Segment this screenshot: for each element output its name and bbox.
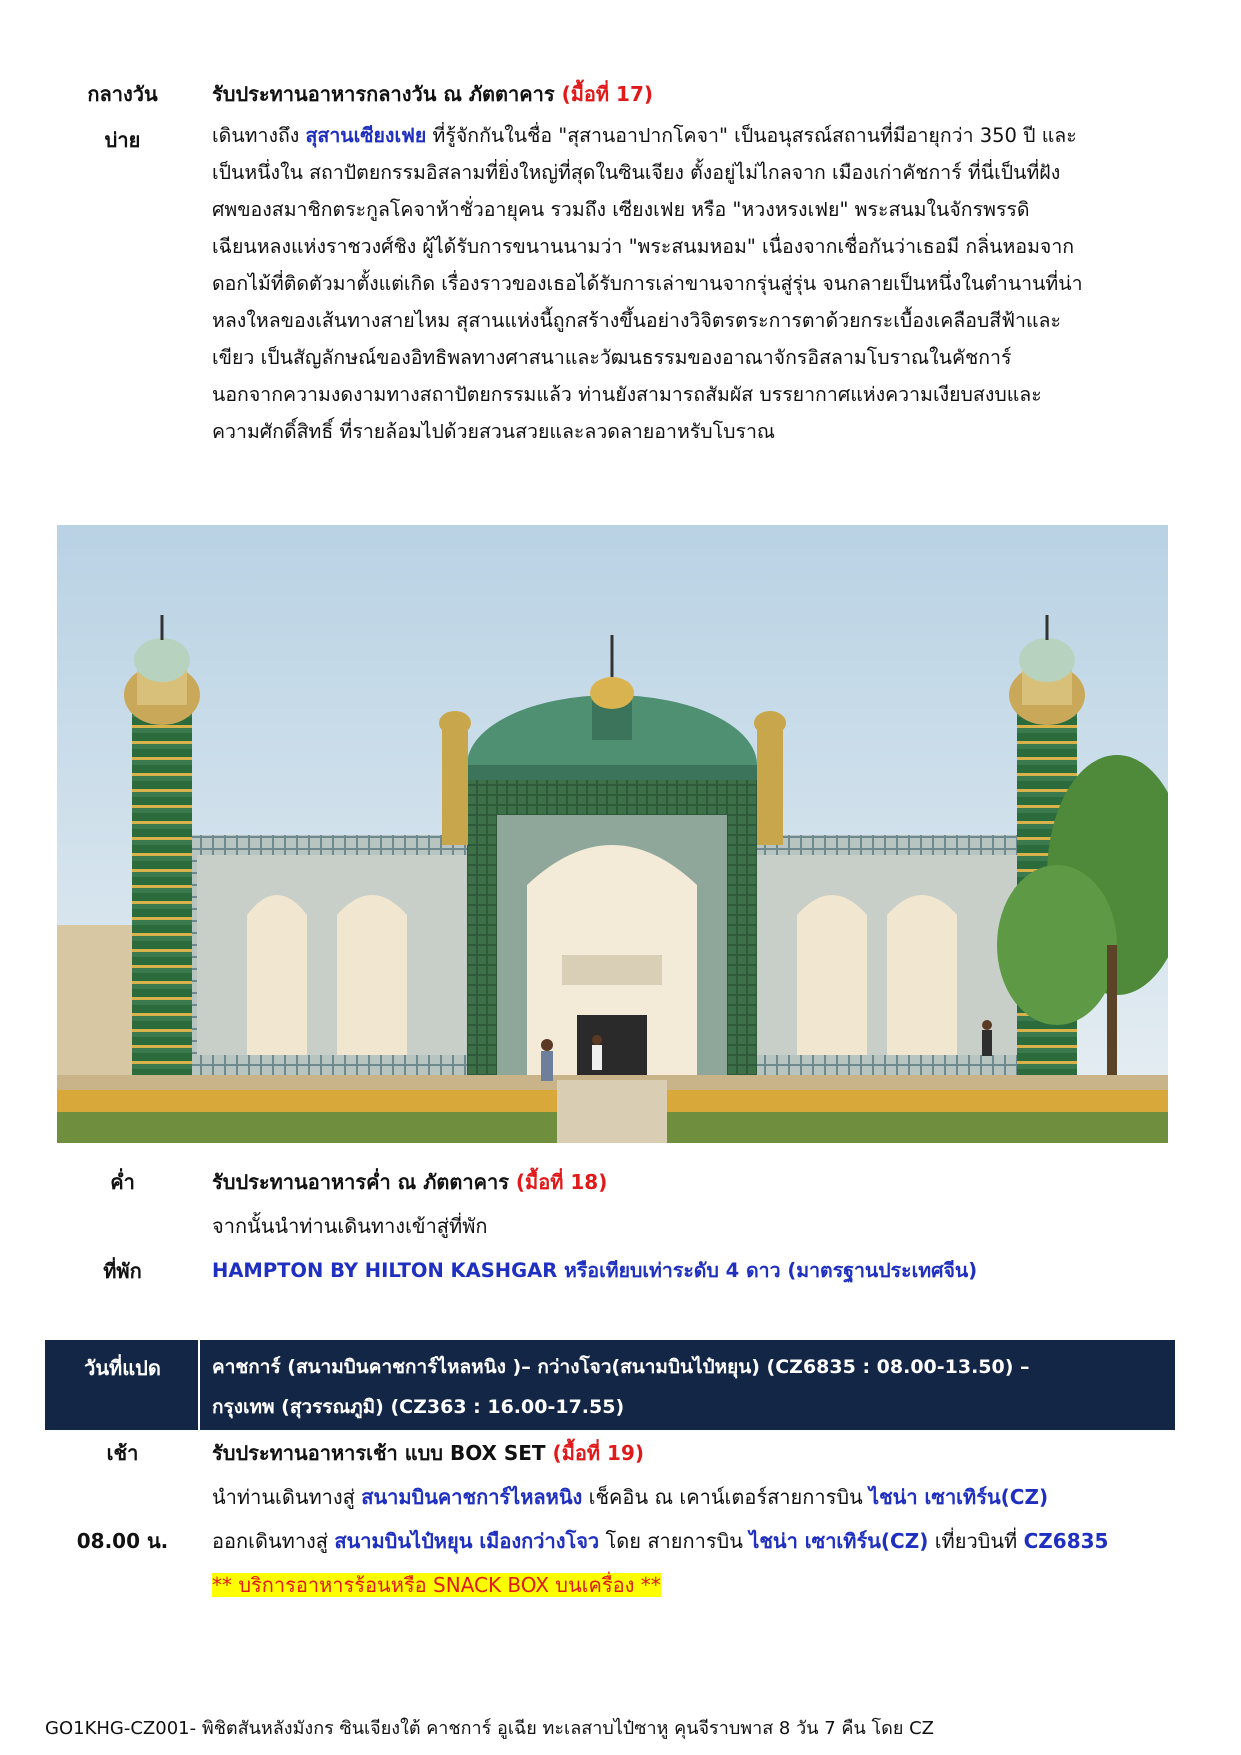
dinner-meal-number: (มื้อที่ 18) <box>515 1170 608 1194</box>
afternoon-line-3: ศพของสมาชิกตระกูลโคจาห้าชั่วอายุคน รวมถึง เซียงเฟย หรือ "หวงหรงเฟย" พระสนมในจักรพรรดิ <box>212 198 1030 221</box>
afternoon-line-6: หลงใหลของเส้นทางสายไหม สุสานแห่งนี้ถูกสร้างขึ้นอย่างวิจิตรตระการตาด้วยกระเบื้องเคลือบสีฟ้าและ <box>212 309 1061 332</box>
guangzhou-airport-name: สนามบินไป๋หยุน เมืองกว่างโจว <box>334 1529 600 1553</box>
day-eight-route-line-2: กรุงเทพ (สุวรรณภูมิ) (CZ363 : 16.00-17.55) <box>212 1396 625 1418</box>
day-eight-band <box>45 1340 1175 1430</box>
afternoon-paragraph <box>212 117 1172 450</box>
flight-number: CZ6835 <box>1023 1529 1109 1553</box>
lunch-label: กลางวัน <box>87 82 158 106</box>
breakfast-meal-number: (มื้อที่ 19) <box>552 1441 645 1465</box>
afternoon-line-4: เฉียนหลงแห่งราชวงศ์ชิง ผู้ได้รับการขนานนามว่า "พระสนมหอม" เนื่องจากเชื่อกันว่าเธอมี กลิ่นหอมจาก <box>212 235 1075 258</box>
dinner-description: รับประทานอาหารค่ำ ณ ภัตตาคาร <box>212 1170 509 1194</box>
afternoon-line-2: เป็นหนึ่งใน สถาปัตยกรรมอิสลามที่ยิ่งใหญ่ที่สุดในซินเจียง ตั้งอยู่ไม่ไกลจาก เมืองเก่าคัชการ์ ที่นี่เป็นที่ฝัง <box>212 161 1061 184</box>
flight-airline-name: ไชน่า เซาเทิร์น(CZ) <box>749 1529 929 1553</box>
flight-line <box>212 1525 1108 1557</box>
checkin-line <box>212 1481 1048 1513</box>
flight-lead: ออกเดินทางสู่ <box>212 1529 329 1553</box>
afternoon-line-7: เขียว เป็นสัญลักษณ์ของอิทธิพลทางศาสนาและวัฒนธรรมของอาณาจักรอิสลามโบราณในคัชการ์ <box>212 346 1012 369</box>
breakfast-text <box>212 1437 644 1469</box>
page-footer: GO1KHG-CZ001- พิชิตสันหลังมังกร ซินเจียงใต้ คาชการ์ อูเฉีย ทะเลสาบไป๋ซาหู คุนจีราบพาส 8 วัน 7 คืน โดย CZ <box>45 1718 934 1739</box>
flight-mid-text: โดย สายการบิน <box>605 1529 743 1553</box>
dinner-after-text: จากนั้นนำท่านเดินทางเข้าสู่ที่พัก <box>212 1214 488 1238</box>
afternoon-line-1 <box>212 117 1172 154</box>
airline-name: ไชน่า เซาเทิร์น(CZ) <box>869 1485 1049 1509</box>
lunch-meal-number: (มื้อที่ 17) <box>561 82 654 106</box>
day-eight-route-line-1: คาชการ์ (สนามบินคาชการ์ไหลหนิง )– กว่างโจว(สนามบินไป๋หยุน) (CZ6835 : 08.00-13.50) – <box>212 1356 1030 1378</box>
kashgar-airport-name: สนามบินคาชการ์ไหลหนิง <box>361 1485 583 1509</box>
hotel-label: ที่พัก <box>103 1259 142 1283</box>
hotel-name: HAMPTON BY HILTON KASHGAR หรือเทียบเท่าระดับ 4 ดาว (มาตรฐานประเทศจีน) <box>212 1259 978 1282</box>
dinner-label: ค่ำ <box>110 1170 135 1194</box>
flight-number-label: เที่ยวบินที่ <box>934 1529 1018 1553</box>
breakfast-description: รับประทานอาหารเช้า แบบ BOX SET <box>212 1441 546 1465</box>
dinner-text <box>212 1166 607 1198</box>
lunch-text <box>212 78 653 110</box>
afternoon-label: บ่าย <box>104 128 141 152</box>
day-eight-label: วันที่แปด <box>84 1356 161 1380</box>
lunch-description: รับประทานอาหารกลางวัน ณ ภัตตาคาร <box>212 82 555 106</box>
place-name-xiangfei-tomb: สุสานเซียงเฟย <box>305 124 427 147</box>
checkin-counter-text: เช็คอิน ณ เคาน์เตอร์สายการบิน <box>588 1485 863 1509</box>
mausoleum-photo <box>57 525 1168 1143</box>
breakfast-label: เช้า <box>106 1441 139 1465</box>
afternoon-text: ที่รู้จักกันในชื่อ "สุสานอาปากโคจา" เป็นอนุสรณ์สถานที่มีอายุกว่า 350 ปี และ <box>432 124 1077 147</box>
afternoon-line-5: ดอกไม้ที่ติดตัวมาตั้งแต่เกิด เรื่องราวของเธอได้รับการเล่าขานจากรุ่นสู่รุ่น จนกลายเป็นหนึ่งในตำนานที่น่า <box>212 272 1083 295</box>
onboard-service-highlight: ** บริการอาหารร้อนหรือ SNACK BOX บนเครื่อง ** <box>212 1573 661 1597</box>
afternoon-line-8: นอกจากความงดงามทางสถาปัตยกรรมแล้ว ท่านยังสามารถสัมผัส บรรยากาศแห่งความเงียบสงบและ <box>212 383 1042 406</box>
afternoon-line-9: ความศักดิ์สิทธิ์ ที่รายล้อมไปด้วยสวนสวยและลวดลายอาหรับโบราณ <box>212 420 776 443</box>
onboard-service-line <box>212 1569 661 1601</box>
checkin-lead: นำท่านเดินทางสู่ <box>212 1485 355 1509</box>
flight-time: 08.00 น. <box>76 1529 169 1553</box>
afternoon-lead: เดินทางถึง <box>212 124 300 147</box>
band-divider <box>198 1340 200 1430</box>
